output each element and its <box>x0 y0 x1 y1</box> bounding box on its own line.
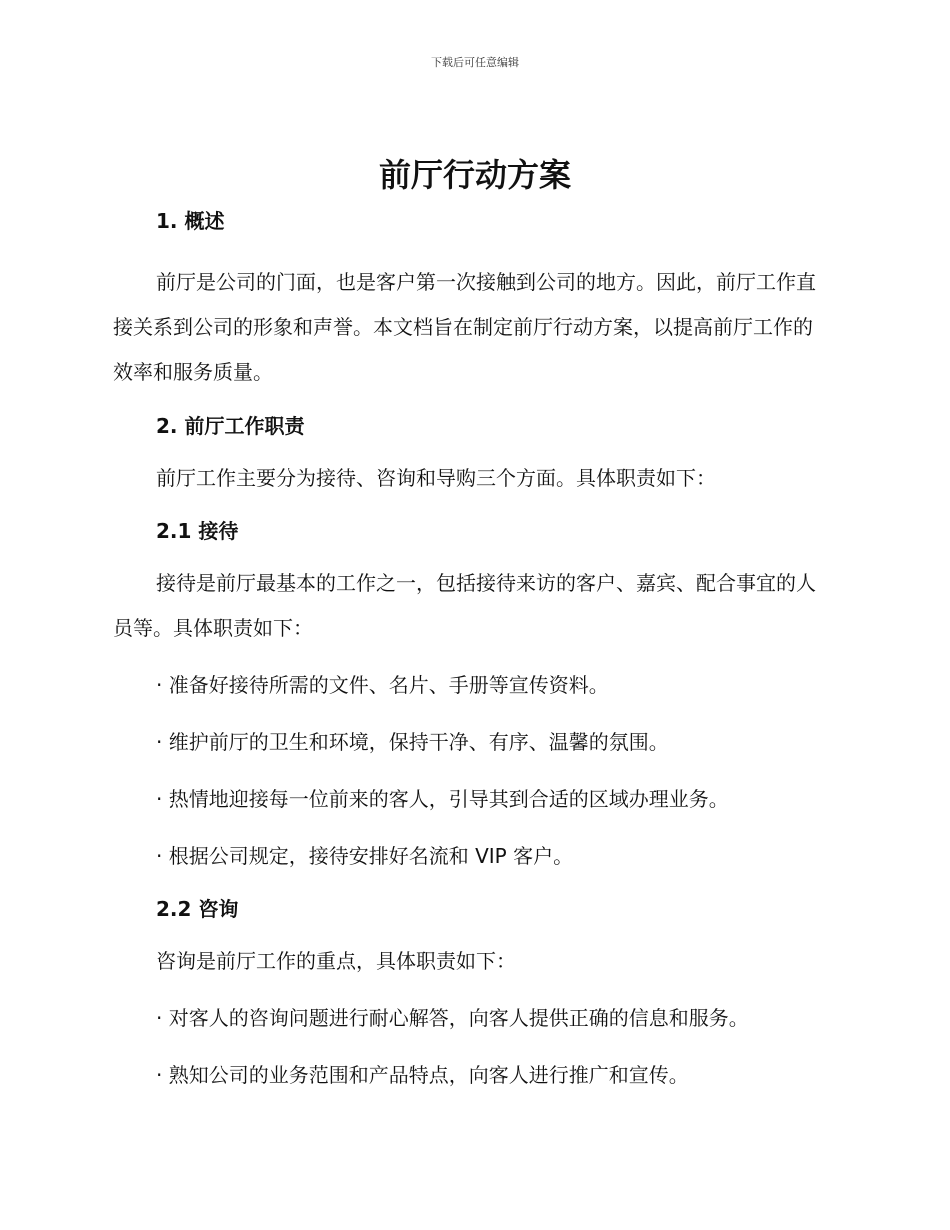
list-item: · 准备好接待所需的文件、名片、手册等宣传资料。 <box>156 673 609 697</box>
reception-paragraph: 接待是前厅最基本的工作之一，包括接待来访的客户、嘉宾、配合事宜的人员等。具体职责如下： <box>113 571 816 640</box>
section-heading-consulting: 2.2 咨询 <box>156 897 239 921</box>
list-item: · 维护前厅的卫生和环境，保持干净、有序、温馨的氛围。 <box>156 730 669 754</box>
section-heading-reception: 2.1 接待 <box>156 519 239 543</box>
section-heading-duties: 2. 前厅工作职责 <box>156 414 305 438</box>
list-item: · 对客人的咨询问题进行耐心解答，向客人提供正确的信息和服务。 <box>156 1006 749 1030</box>
section-heading-overview: 1. 概述 <box>156 209 225 233</box>
list-item: · 熟知公司的业务范围和产品特点，向客人进行推广和宣传。 <box>156 1063 689 1087</box>
duties-paragraph: 前厅工作主要分为接待、咨询和导购三个方面。具体职责如下： <box>156 466 716 490</box>
document-body <box>113 203 831 1098</box>
overview-paragraph: 前厅是公司的门面，也是客户第一次接触到公司的地方。因此，前厅工作直接关系到公司的形象和声誉。本文档旨在制定前厅行动方案，以提高前厅工作的效率和服务质量。 <box>113 270 816 384</box>
document-title: 前厅行动方案 <box>378 156 571 194</box>
header-note: 下载后可任意编辑 <box>431 56 519 69</box>
consulting-paragraph: 咨询是前厅工作的重点，具体职责如下： <box>156 949 516 973</box>
list-item: · 根据公司规定，接待安排好名流和 VIP 客户。 <box>156 844 574 868</box>
list-item: · 热情地迎接每一位前来的客人，引导其到合适的区域办理业务。 <box>156 787 729 811</box>
